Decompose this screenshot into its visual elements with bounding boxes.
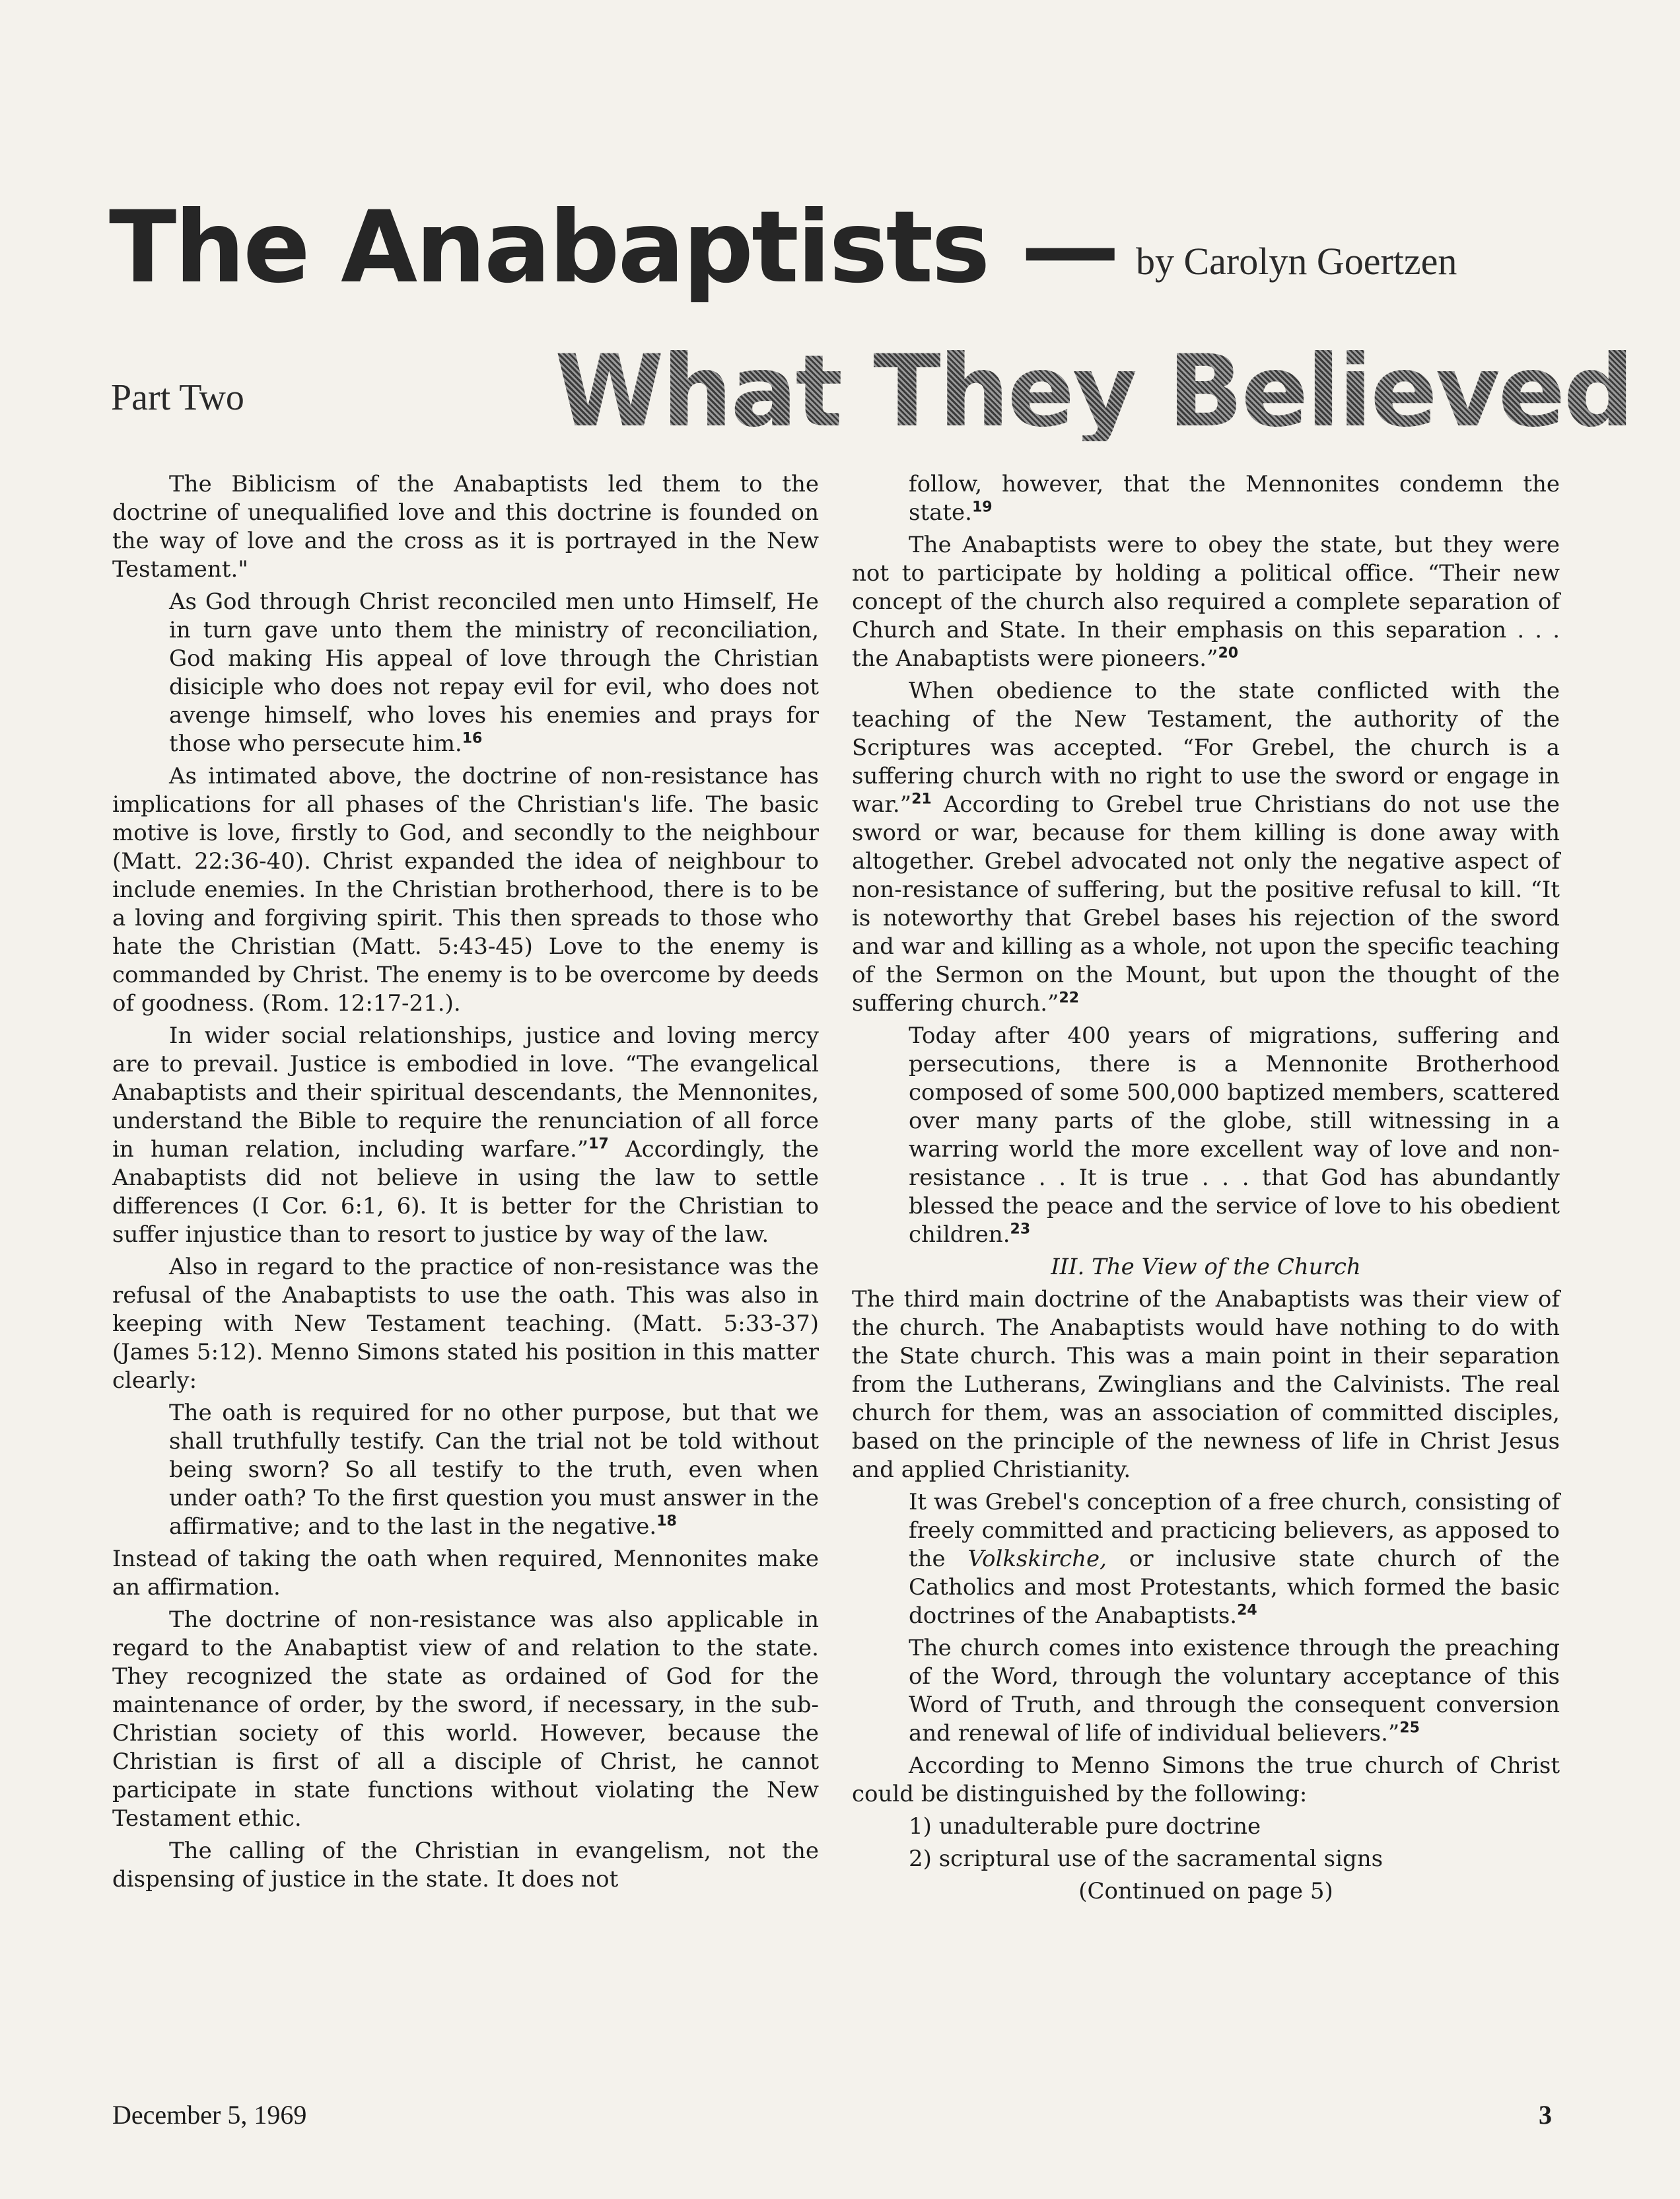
list-item: 1) unadulterable pure doctrine <box>909 1813 1261 1840</box>
footnote-ref: 24 <box>1237 1602 1257 1619</box>
block-quote: The church comes into existence through the preaching of the Word, through the voluntary acceptance of this Word of Truth, and through the consequent conversion and renewal of life of individual believers.”$^{25}$ <box>909 1635 1560 1747</box>
paragraph: The Biblicism of the Anabaptists led them to the doctrine of unequalified love and this doctrine is founded on the way of love and the cross as it is portrayed in the New Testament." <box>112 471 819 583</box>
article-title-line1: The Anabaptists — <box>109 190 1118 305</box>
paragraph: The doctrine of non-resistance was also applicable in regard to the Anabaptist view of and relation to the state. They recognized the state as ordained of God for the maintenance of order, by the sword, if necessary, in the sub-Christian society of this world. However, because the Christian is first of all a disciple of Christ, he cannot participate in state functions without violating the New Testament ethic. <box>112 1606 819 1832</box>
part-label: Part Two <box>111 377 244 418</box>
paragraph: As intimated above, the doctrine of non-resistance has implications for all phases of the Christian's life. The basic motive is love, firstly to God, and secondly to the neighbour (Matt. 22:36-40). Christ expanded the idea of neighbour to include enemies. In the Christian brotherhood, there is to be a loving and forgiving spirit. This then spreads to those who hate the Christian (Matt. 5:43-45) Love to the enemy is commanded by Christ. The enemy is to be overcome by deeds of goodness. (Rom. 12:17-21.). <box>112 763 819 1017</box>
continued-note: (Continued on page 5) <box>1078 1878 1333 1904</box>
paragraph: In wider social relationships, justice and loving mercy are to prevail. Justice is embodied in love. “The evangelical Anabaptists and their spiritual descendants, the Mennonites, understand the Bible to require the renunciation of all force in human relation, including warfare.”$^{17}$ Accordingly, the Anabaptists did not believe in using the law to settle differences (I Cor. 6:1, 6). It is better for the Christian to suffer injustice than to resort to justice by way of the law. <box>112 1023 819 1248</box>
footnote-ref: 18 <box>656 1513 677 1530</box>
paragraph: Instead of taking the oath when required, Mennonites make an affirmation. <box>112 1546 819 1601</box>
footnote-ref: 17 <box>588 1136 609 1153</box>
footnote-ref: 19 <box>971 499 993 516</box>
list-item: 2) scriptural use of the sacramental signs <box>909 1846 1383 1872</box>
footnote-ref: 21 <box>911 791 932 808</box>
footnote-ref: 25 <box>1399 1719 1420 1737</box>
footnote-ref: 20 <box>1218 645 1239 662</box>
block-quote: Today after 400 years of migrations, suffering and persecutions, there is a Mennonite Brotherhood composed of some 500,000 baptized members, scattered over many parts of the globe, still witnessing in a warring world the more excellent way of love and non-resistance . . It is true . . . that God has abundantly blessed the peace and the service of love to his obedient children.$^{23}$ <box>909 1023 1560 1248</box>
block-quote: As God through Christ reconciled men unto Himself, He in turn gave unto them the ministry of reconciliation, God making His appeal of love through the Christian disiciple who does not repay evil for evil, who does not avenge himself, who loves his enemies and prays for those who persecute him.$^{16}$ <box>169 589 819 757</box>
page-number: 3 <box>1539 2100 1552 2130</box>
footnote-ref: 23 <box>1010 1221 1031 1238</box>
right-column <box>852 470 1560 1910</box>
footnote-ref: 16 <box>462 730 483 747</box>
paragraph: According to Menno Simons the true church of Christ could be distinguished by the following: <box>852 1752 1560 1807</box>
paragraph: When obedience to the state conflicted with the teaching of the New Testament, the authority of the Scriptures was accepted. “For Grebel, the church is a suffering church with no right to use the sword or engage in war.”$^{21}$ According to Grebel true Christians do not use the sword or war, because for them killing is done away with altogether. Grebel advocated not only the negative aspect of non-resistance of suffering, but the positive refusal to kill. “It is noteworthy that Grebel bases his rejection of the sword and war and killing as a whole, not upon the specific teaching of the Sermon on the Mount, but upon the thought of the suffering church.”$^{22}$ <box>852 678 1560 1017</box>
article-title-line2: What They Believed <box>555 334 1632 449</box>
paragraph: The Anabaptists were to obey the state, but they were not to participate by holding a political office. “Their new concept of the church also required a complete separation of Church and State. In their emphasis on this separation . . . the Anabaptists were pioneers.”$^{20}$ <box>852 532 1560 672</box>
block-quote: follow, however, that the Mennonites condemn the state.$^{19}$ <box>909 471 1560 526</box>
section-heading: III. The View of the Church <box>1051 1254 1361 1280</box>
block-quote: It was Grebel's conception of a free church, consisting of freely committed and practicing believers, as apposed to the Volkskirche, or inclusive state church of the Catholics and most Protestants, which formed the basic doctrines of the Anabaptists.$^{24}$ <box>909 1489 1560 1629</box>
issue-date: December 5, 1969 <box>112 2100 307 2130</box>
paragraph: The calling of the Christian in evangelism, not the dispensing of justice in the state. It does not <box>112 1838 819 1893</box>
block-quote: The oath is required for no other purpose, but that we shall truthfully testify. Can the trial not be told without being sworn? So all testify to the truth, even when under oath? To the first question you must answer in the affirmative; and to the last in the negative.$^{18}$ <box>169 1400 819 1540</box>
paragraph: Also in regard to the practice of non-resistance was the refusal of the Anabaptists to use the oath. This was also in keeping with New Testament teaching. (Matt. 5:33-37) (James 5:12). Menno Simons stated his position in this matter clearly: <box>112 1254 819 1394</box>
paragraph: The third main doctrine of the Anabaptists was their view of the church. The Anabaptists would have nothing to do with the State church. This was a main point in their separation from the Lutherans, Zwinglians and the Calvinists. The real church for them, was an association of committed disciples, based on the principle of the newness of life in Christ Jesus and applied Christianity. <box>852 1286 1560 1483</box>
byline: by Carolyn Goertzen <box>1136 240 1457 283</box>
left-column <box>112 470 819 1898</box>
